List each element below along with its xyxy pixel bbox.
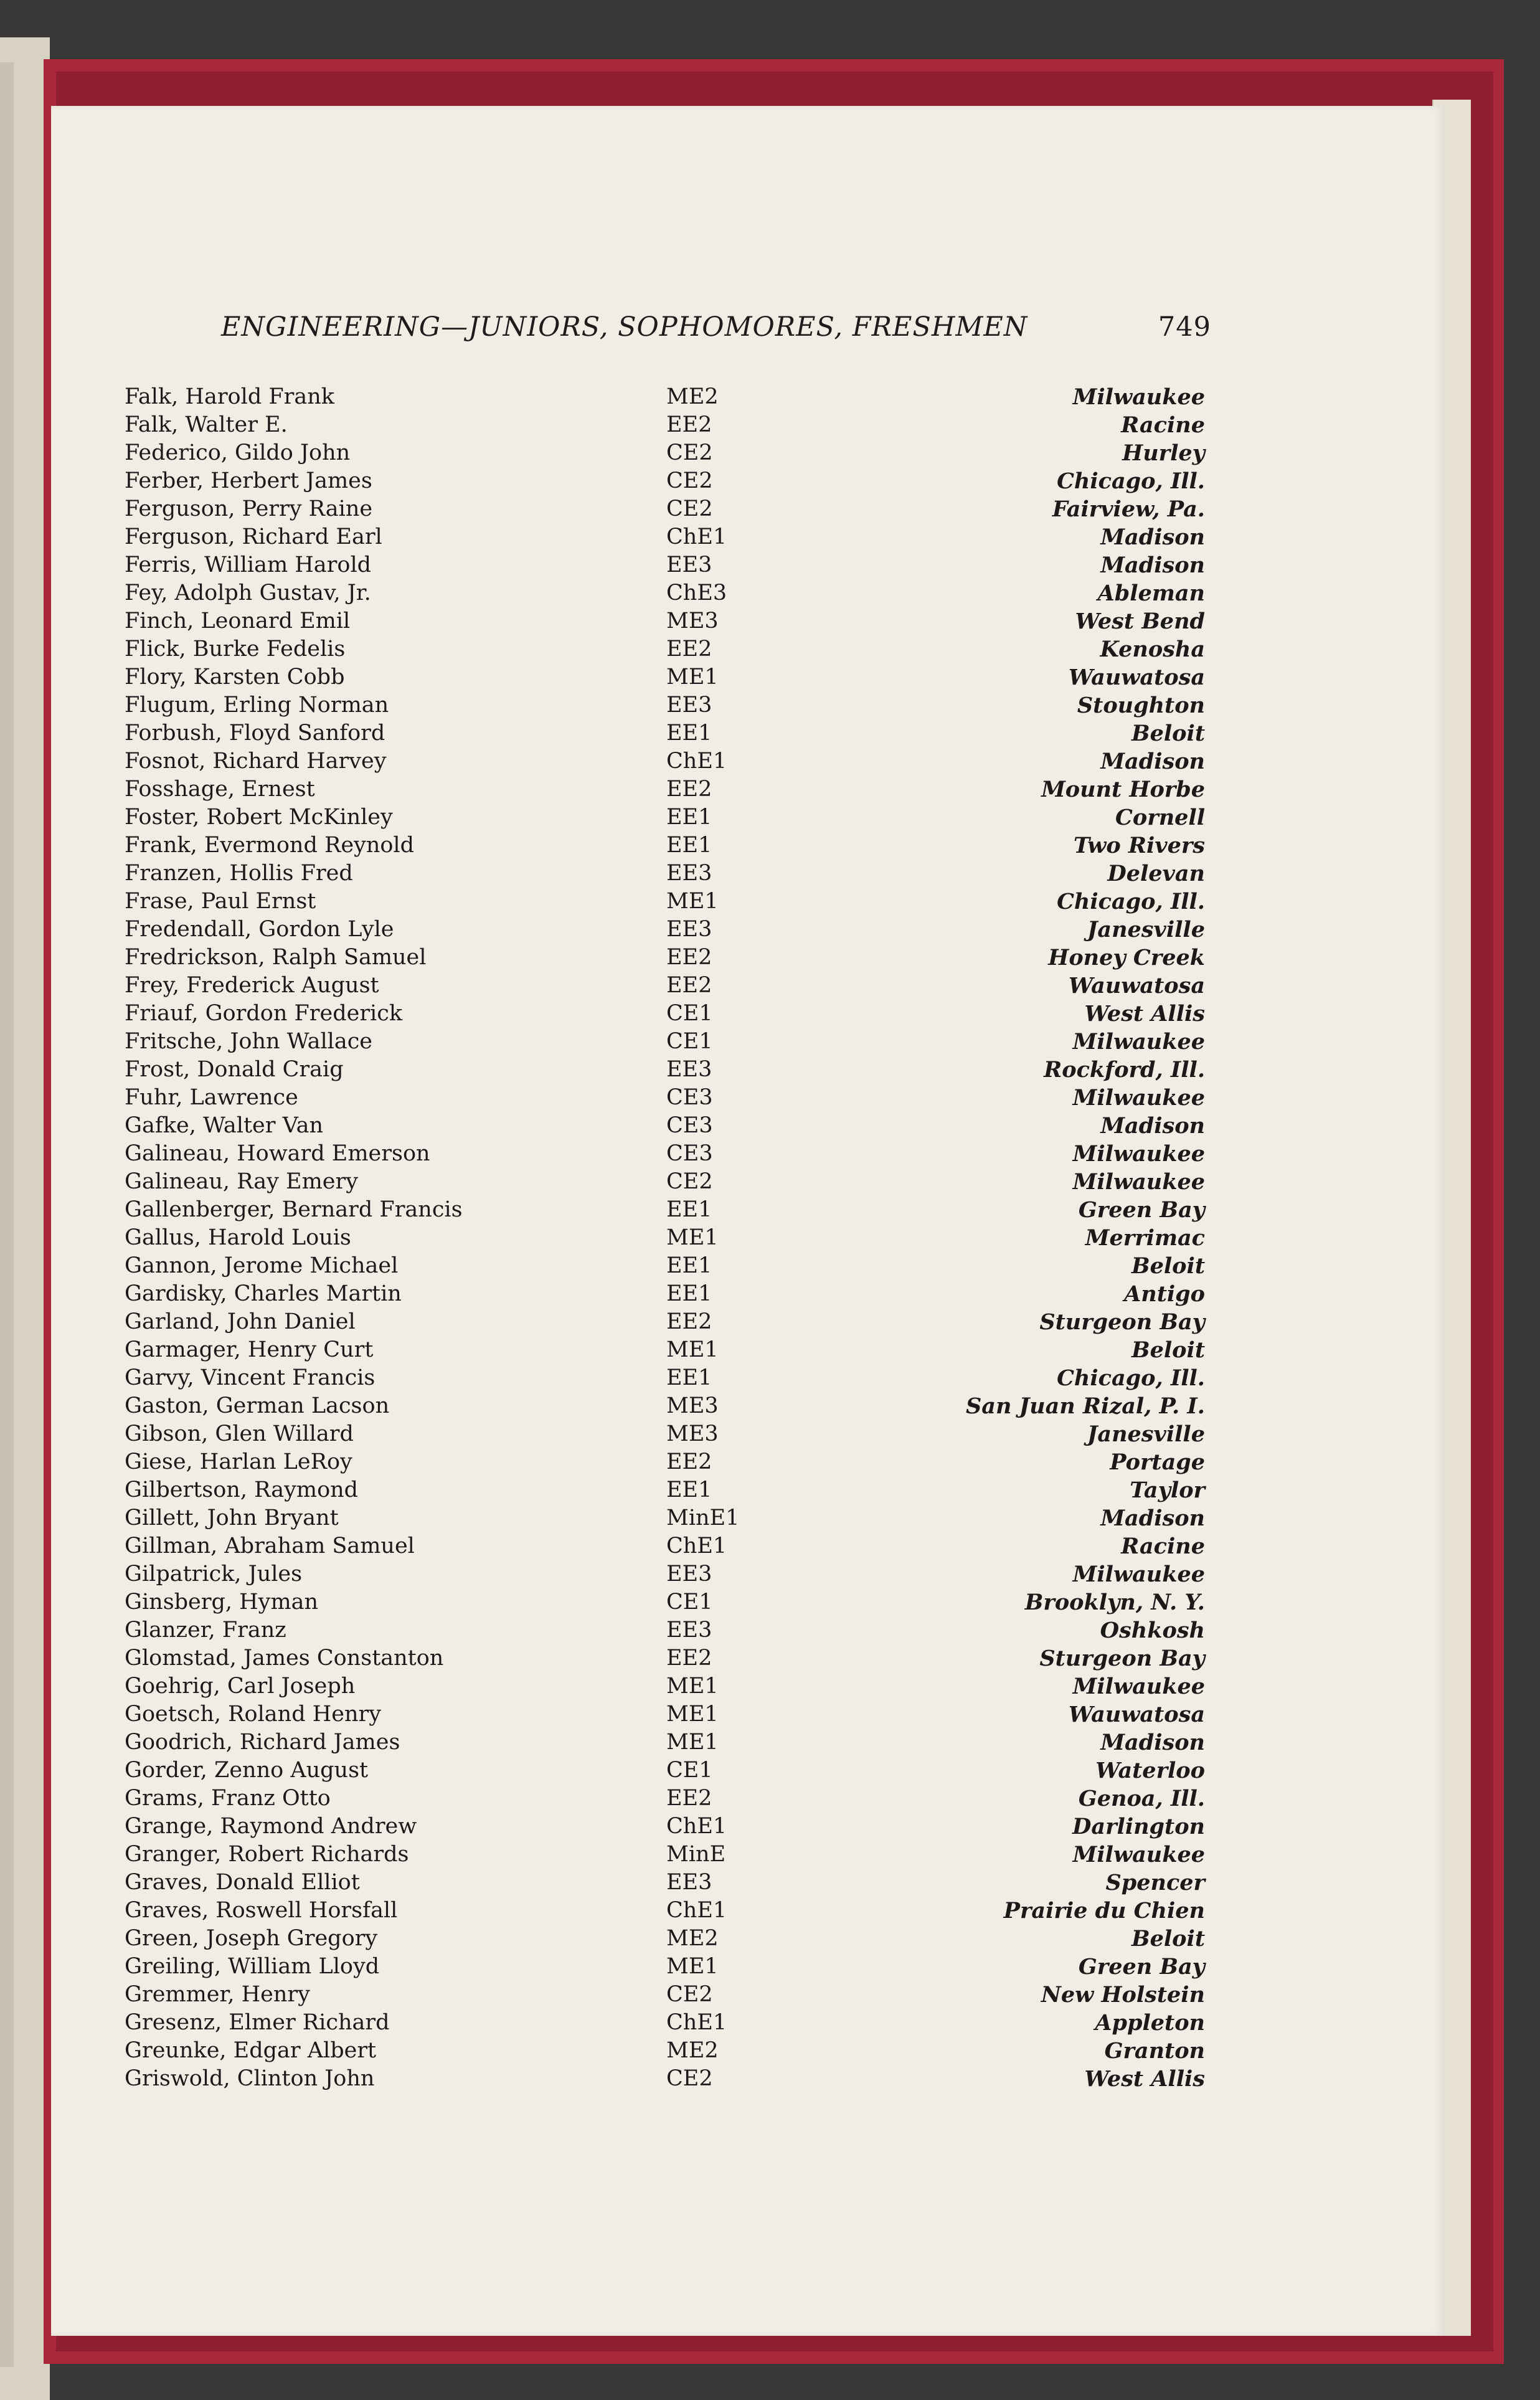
hometown: Sturgeon Bay [1039,1309,1205,1335]
hometown: Beloit [1131,1337,1205,1363]
list-item [125,2037,1211,2065]
list-item [125,1841,1211,1869]
list-item [125,747,1211,775]
list-item [125,551,1211,579]
list-item [125,1028,1211,1056]
course-code: CE2 [666,496,713,521]
list-item [125,860,1211,888]
student-name: Flick, Burke Fedelis [125,637,346,662]
course-code: CE2 [666,1982,713,2007]
hometown: Chicago, Ill. [1057,468,1205,494]
hometown: Milwaukee [1072,1029,1205,1055]
student-name: Gillett, John Bryant [125,1506,339,1530]
hometown: Milwaukee [1072,1141,1205,1167]
hometown: Merrimac [1085,1225,1205,1251]
student-name: Finch, Leonard Emil [125,609,351,633]
running-head [221,311,1211,349]
list-item [125,1729,1211,1757]
hometown: Sturgeon Bay [1039,1646,1205,1671]
list-item [125,523,1211,551]
hometown: Wauwatosa [1068,665,1205,690]
list-item [125,1224,1211,1252]
hometown: Chicago, Ill. [1057,889,1205,914]
student-name: Fuhr, Lawrence [125,1085,298,1110]
list-item [125,607,1211,635]
student-name: Gilbertson, Raymond [125,1477,359,1502]
course-code: CE1 [666,1758,713,1783]
list-item [125,972,1211,1000]
list-item [125,495,1211,523]
student-name: Granger, Robert Richards [125,1842,409,1867]
hometown: Delevan [1107,861,1205,886]
list-item [125,439,1211,467]
course-code: ME2 [666,2038,719,2063]
hometown: New Holstein [1041,1982,1205,2008]
course-code: CE1 [666,1029,713,1054]
list-item [125,1112,1211,1140]
course-code: ME1 [666,1954,719,1979]
hometown: Beloit [1131,1926,1205,1952]
list-item [125,2009,1211,2037]
course-code: EE2 [666,1309,712,1334]
hometown: Fairview, Pa. [1052,496,1205,522]
course-code: EE2 [666,1786,712,1811]
list-item [125,1504,1211,1532]
course-code: ChE1 [666,1814,727,1839]
student-name: Ferber, Herbert James [125,468,372,493]
hometown: Appleton [1095,2010,1205,2036]
student-name: Forbush, Floyd Sanford [125,721,385,746]
hometown: Madison [1100,553,1205,578]
list-item [125,1336,1211,1364]
course-code: CE1 [666,1590,713,1615]
course-code: ME1 [666,1337,719,1362]
course-code: ChE3 [666,581,727,605]
student-name: Gallenberger, Bernard Francis [125,1197,463,1222]
student-name: Glanzer, Franz [125,1618,286,1643]
student-name: Fredendall, Gordon Lyle [125,917,394,942]
course-code: EE2 [666,1646,712,1671]
student-name: Gannon, Jerome Michael [125,1253,399,1278]
course-code: CE2 [666,468,713,493]
hometown: Racine [1121,412,1205,438]
course-code: EE1 [666,1477,712,1502]
hometown: Milwaukee [1072,1085,1205,1111]
student-name: Frost, Donald Craig [125,1057,344,1082]
hometown: Prairie du Chien [1003,1898,1205,1923]
list-item [125,1560,1211,1588]
hometown: Two Rivers [1074,833,1205,858]
hometown: Kenosha [1100,637,1205,662]
student-name: Griswold, Clinton John [125,2066,375,2091]
hometown: Granton [1104,2038,1205,2064]
student-name: Gafke, Walter Van [125,1113,324,1138]
student-name: Gilpatrick, Jules [125,1562,303,1587]
student-name: Garvy, Vincent Francis [125,1365,376,1390]
list-item [125,944,1211,972]
hometown: Milwaukee [1072,1169,1205,1195]
course-code: EE2 [666,973,712,998]
course-code: ME1 [666,1225,719,1250]
list-item [125,804,1211,832]
list-item [125,579,1211,607]
course-code: CE3 [666,1113,713,1138]
course-code: EE3 [666,861,712,886]
list-item [125,1252,1211,1280]
student-name: Goodrich, Richard James [125,1730,400,1755]
list-item [125,1000,1211,1028]
hometown: West Allis [1084,1001,1205,1027]
hometown: Madison [1100,1113,1205,1139]
list-item [125,1925,1211,1953]
list-item [125,1140,1211,1168]
course-code: ChE1 [666,749,727,774]
hometown: Honey Creek [1048,945,1205,970]
list-item [125,1364,1211,1392]
list-item [125,832,1211,860]
list-item [125,1532,1211,1560]
list-item [125,916,1211,944]
hometown: West Bend [1075,609,1205,634]
course-code: CE3 [666,1141,713,1166]
hometown: Taylor [1130,1477,1205,1503]
student-name: Fosnot, Richard Harvey [125,749,387,774]
student-name: Gaston, German Lacson [125,1393,390,1418]
list-item [125,1616,1211,1644]
student-name: Galineau, Ray Emery [125,1169,359,1194]
course-code: ME3 [666,1393,719,1418]
course-code: ME1 [666,1674,719,1699]
course-code: EE3 [666,917,712,942]
course-code: EE3 [666,1618,712,1643]
student-name: Flugum, Erling Norman [125,693,389,718]
course-code: CE2 [666,1169,713,1194]
course-code: EE3 [666,553,712,577]
list-item [125,383,1211,411]
course-code: EE1 [666,1197,712,1222]
hometown: West Allis [1084,2066,1205,2092]
hometown: Stoughton [1077,693,1205,718]
list-item [125,775,1211,804]
student-name: Garmager, Henry Curt [125,1337,374,1362]
hometown: Oshkosh [1100,1618,1205,1643]
student-name: Flory, Karsten Cobb [125,665,345,690]
student-name: Ferguson, Perry Raine [125,496,373,521]
course-code: CE1 [666,1001,713,1026]
course-code: CE2 [666,440,713,465]
list-item [125,1897,1211,1925]
course-code: EE3 [666,1057,712,1082]
course-code: ChE1 [666,1534,727,1558]
list-item [125,1953,1211,1981]
hometown: Spencer [1105,1870,1205,1895]
hometown: Beloit [1131,721,1205,746]
course-code: ME2 [666,1926,719,1951]
hometown: Milwaukee [1072,1562,1205,1587]
student-name: Grams, Franz Otto [125,1786,331,1811]
student-name: Goehrig, Carl Joseph [125,1674,356,1699]
course-code: EE1 [666,805,712,830]
student-name: Graves, Roswell Horsfall [125,1898,398,1923]
student-name: Falk, Walter E. [125,412,288,437]
course-code: CE3 [666,1085,713,1110]
course-code: EE2 [666,1449,712,1474]
course-code: ME1 [666,665,719,690]
hometown: Madison [1100,524,1205,550]
student-name: Goetsch, Roland Henry [125,1702,382,1727]
course-code: EE1 [666,833,712,858]
hometown: Janesville [1087,917,1205,942]
student-name: Franzen, Hollis Fred [125,861,353,886]
student-name: Frank, Evermond Reynold [125,833,415,858]
course-code: EE1 [666,1253,712,1278]
hometown: San Juan Rizal, P. I. [966,1393,1205,1419]
hometown: Janesville [1087,1421,1205,1447]
hometown: Madison [1100,1730,1205,1755]
student-name: Foster, Robert McKinley [125,805,393,830]
hometown: Madison [1100,749,1205,774]
student-name: Green, Joseph Gregory [125,1926,378,1951]
course-code: ME1 [666,889,719,914]
hometown: Milwaukee [1072,1674,1205,1699]
list-item [125,2065,1211,2093]
course-code: EE3 [666,1870,712,1895]
student-name: Gallus, Harold Louis [125,1225,351,1250]
list-item [125,1196,1211,1224]
student-name: Greiling, William Lloyd [125,1954,380,1979]
student-name: Grange, Raymond Andrew [125,1814,417,1839]
hometown: Mount Horbe [1041,777,1205,802]
list-item [125,1420,1211,1448]
course-code: ME1 [666,1702,719,1727]
course-code: EE2 [666,412,712,437]
list-item [125,1813,1211,1841]
list-item [125,1700,1211,1729]
course-code: EE3 [666,1562,712,1587]
hometown: Green Bay [1078,1954,1205,1980]
student-name: Gardisky, Charles Martin [125,1281,402,1306]
course-code: EE1 [666,721,712,746]
student-name: Gremmer, Henry [125,1982,310,2007]
hometown: Portage [1110,1449,1205,1475]
student-name: Ginsberg, Hyman [125,1590,319,1615]
list-item [125,1588,1211,1616]
course-code: EE1 [666,1281,712,1306]
course-code: EE3 [666,693,712,718]
list-item [125,1448,1211,1476]
student-name: Gorder, Zenno August [125,1758,369,1783]
list-item [125,411,1211,439]
hometown: Hurley [1122,440,1205,466]
student-name: Gibson, Glen Willard [125,1421,354,1446]
list-item [125,663,1211,691]
student-name: Frey, Frederick August [125,973,379,998]
list-item [125,1280,1211,1308]
hometown: Beloit [1131,1253,1205,1279]
hometown: Green Bay [1078,1197,1205,1223]
list-item [125,1308,1211,1336]
student-name: Gillman, Abraham Samuel [125,1534,415,1558]
hometown: Milwaukee [1072,384,1205,410]
student-name: Giese, Harlan LeRoy [125,1449,352,1474]
hometown: Milwaukee [1072,1842,1205,1867]
student-name: Falk, Harold Frank [125,384,334,409]
student-name: Fey, Adolph Gustav, Jr. [125,581,371,605]
hometown: Racine [1121,1534,1205,1559]
list-item [125,1476,1211,1504]
hometown: Waterloo [1095,1758,1205,1783]
hometown: Madison [1100,1506,1205,1531]
student-name: Federico, Gildo John [125,440,351,465]
student-name: Gresenz, Elmer Richard [125,2010,390,2035]
student-name: Ferguson, Richard Earl [125,524,382,549]
student-name: Greunke, Edgar Albert [125,2038,377,2063]
list-item [125,719,1211,747]
list-item [125,1644,1211,1672]
course-code: EE1 [666,1365,712,1390]
course-code: ME2 [666,384,719,409]
course-code: EE2 [666,945,712,970]
student-name: Garland, John Daniel [125,1309,356,1334]
course-code: EE2 [666,637,712,662]
course-code: ChE1 [666,2010,727,2035]
course-code: CE2 [666,2066,713,2091]
student-name: Frase, Paul Ernst [125,889,316,914]
course-code: ME1 [666,1730,719,1755]
facing-page-edge [0,62,14,2367]
list-item [125,691,1211,719]
list-item [125,1785,1211,1813]
list-item [125,1672,1211,1700]
student-name: Friauf, Gordon Frederick [125,1001,403,1026]
hometown: Antigo [1124,1281,1205,1307]
course-code: ME3 [666,1421,719,1446]
student-name: Fredrickson, Ralph Samuel [125,945,427,970]
list-item [125,888,1211,916]
student-name: Ferris, William Harold [125,553,372,577]
list-item [125,1757,1211,1785]
list-item [125,1056,1211,1084]
list-item [125,1981,1211,2009]
course-code: MinE1 [666,1506,740,1530]
course-code: ME3 [666,609,719,633]
list-item [125,1084,1211,1112]
list-item [125,467,1211,495]
student-name: Fosshage, Ernest [125,777,315,802]
list-item [125,1869,1211,1897]
hometown: Brooklyn, N. Y. [1024,1590,1205,1615]
student-name: Galineau, Howard Emerson [125,1141,430,1166]
hometown: Chicago, Ill. [1057,1365,1205,1391]
running-title: ENGINEERING—JUNIORS, SOPHOMORES, FRESHMEN [221,311,1028,343]
hometown: Darlington [1072,1814,1205,1839]
hometown: Cornell [1115,805,1205,830]
student-name: Graves, Donald Elliot [125,1870,360,1895]
hometown: Rockford, Ill. [1044,1057,1205,1083]
student-name: Glomstad, James Constanton [125,1646,444,1671]
page-number: 749 [1158,311,1211,343]
student-list [125,383,1211,2093]
course-code: ChE1 [666,1898,727,1923]
list-item [125,1392,1211,1420]
course-code: ChE1 [666,524,727,549]
student-name: Fritsche, John Wallace [125,1029,373,1054]
hometown: Ableman [1097,581,1205,606]
hometown: Wauwatosa [1068,1702,1205,1727]
course-code: EE2 [666,777,712,802]
list-item [125,1168,1211,1196]
course-code: MinE [666,1842,726,1867]
hometown: Genoa, Ill. [1078,1786,1205,1811]
hometown: Wauwatosa [1068,973,1205,998]
list-item [125,635,1211,663]
